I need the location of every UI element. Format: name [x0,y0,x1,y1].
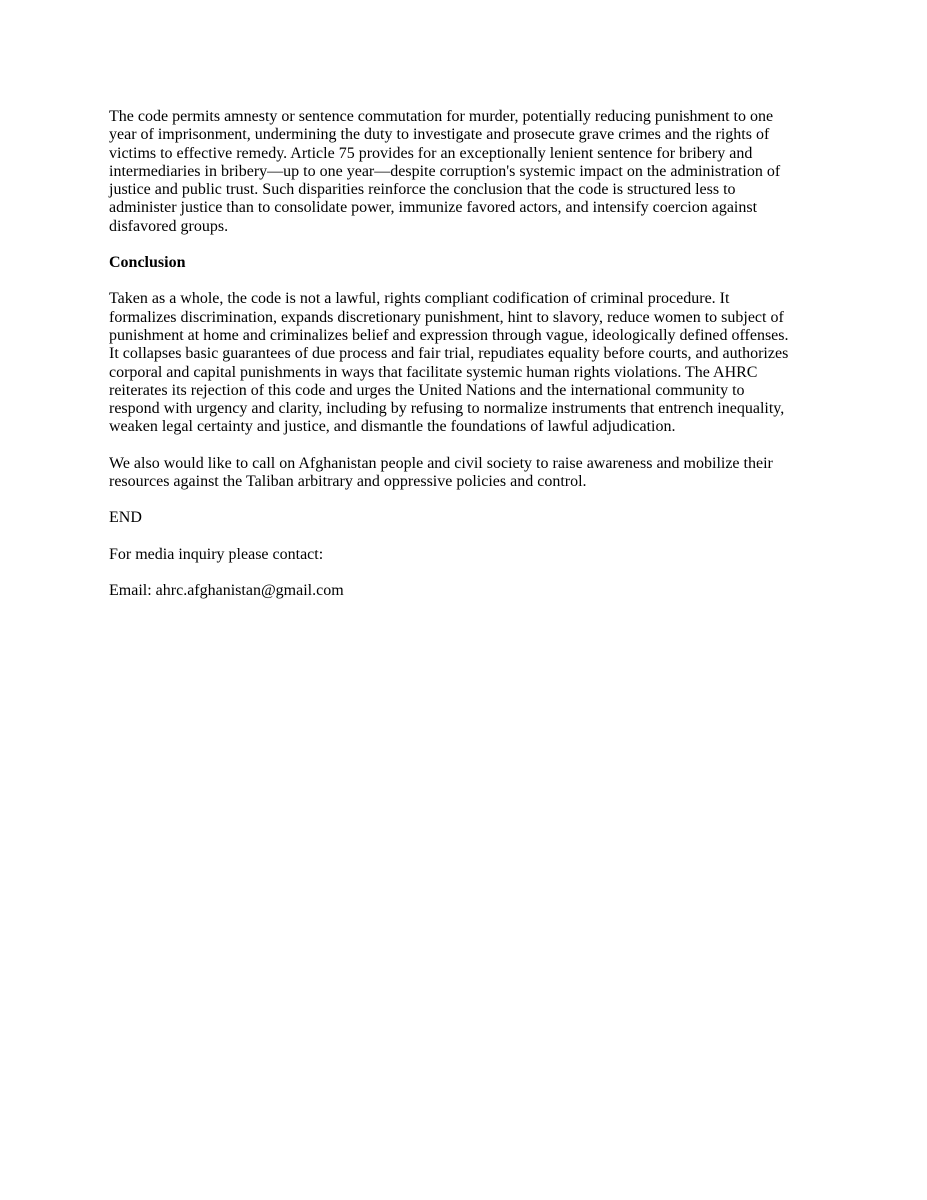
paragraph-amnesty: The code permits amnesty or sentence commutation for murder, potentially reducing punishment to one year of imprisonment, undermining the duty to investigate and prosecute grave crimes and the rights of victims to effective remedy. Article 75 provides for an exceptionally lenient sentence for bribery and intermediaries in bribery—up to one year—despite corruption's systemic impact on the administration of justice and public trust. Such disparities reinforce the conclusion that the code is structured less to administer justice than to consolidate power, immunize favored actors, and intensify coercion against disfavored groups. [109,108,781,235]
conclusion-heading: Conclusion [109,254,186,272]
paragraph-conclusion: Taken as a whole, the code is not a lawful, rights compliant codification of criminal procedure. It formalizes discrimination, expands discretionary punishment, hint to slavory, reduce women to subject of punishment at home and criminalizes belief and expression through vague, ideologically defined offenses. It collapses basic guarantees of due process and fair trial, repudiates equality before courts, and authorizes corporal and capital punishments in ways that facilitate systemic human rights violations. The AHRC reiterates its rejection of this code and urges the United Nations and the international community to respond with urgency and clarity, including by refusing to normalize instruments that entrench inequality, weaken legal certainty and justice, and dismantle the foundations of lawful adjudication. [109,290,789,436]
end-marker: END [109,509,142,527]
document-page [109,108,821,618]
paragraph-call-to-action: We also would like to call on Afghanistan people and civil society to raise awareness and mobilize their resources against the Taliban arbitrary and oppressive policies and control. [109,454,773,491]
media-inquiry-text: For media inquiry please contact: [109,545,324,563]
contact-email: Email: ahrc.afghanistan@gmail.com [109,581,344,599]
